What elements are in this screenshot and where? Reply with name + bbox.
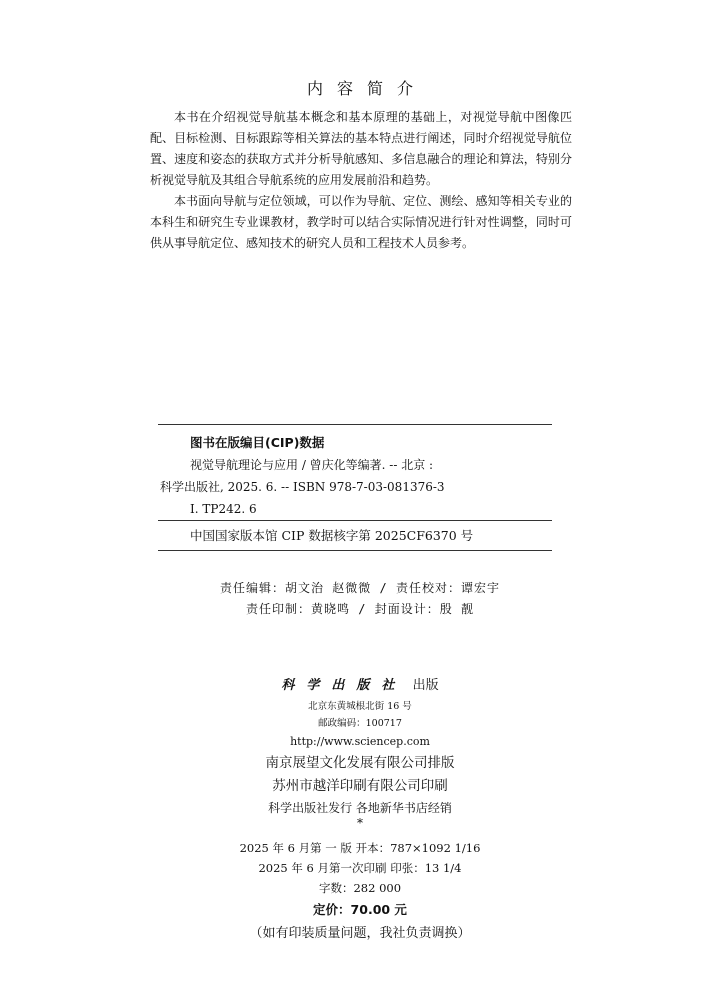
quality-notice: （如有印装质量问题，我社负责调换）	[249, 926, 471, 941]
editorial-credits	[0, 578, 720, 620]
publisher-url: http://www.sciencep.com	[290, 735, 430, 748]
cip-middle-rule	[158, 520, 552, 521]
cip-top-rule	[158, 424, 552, 425]
intro-paragraph-2: 本书面向导航与定位领域，可以作为导航、定位、测绘、感知等相关专业的本科生和研究生专业课教材，教学时可以结合实际情况进行针对性调整，同时可供从事导航定位、感知技术的研究人员和工程技术人员参考。	[150, 194, 572, 250]
distribution-line: 科学出版社发行 各地新华书店经销	[268, 801, 452, 815]
edition-line: 2025 年 6 月第 一 版 开本：787×1092 1/16	[239, 841, 481, 855]
credits-line-1: 责任编辑：胡文治 赵微微 / 责任校对：谭宏宇	[220, 581, 500, 595]
publisher-suffix: 出版	[412, 678, 439, 693]
word-count: 字数：282 000	[318, 881, 402, 895]
impression-line: 2025 年 6 月第一次印刷 印张：13 1/4	[258, 861, 462, 875]
typesetter-line: 南京展望文化发展有限公司排版	[265, 755, 455, 771]
publisher-postcode: 邮政编码：100717	[318, 718, 402, 729]
cip-bottom-rule	[158, 550, 552, 551]
publisher-logo-text: 科学出版社	[281, 678, 407, 693]
intro-title: 内容简介	[306, 79, 427, 98]
publisher-name-line	[0, 674, 720, 698]
cip-title-line: 视觉导航理论与应用 / 曾庆化等编著. -- 北京 :	[190, 458, 434, 472]
publisher-address: 北京东黄城根北街 16 号	[308, 701, 412, 712]
intro-body	[150, 107, 572, 254]
printing-info	[0, 838, 720, 946]
publisher-block	[0, 674, 720, 818]
cip-verify-number: 中国国家版本馆 CIP 数据核字第 2025CF6370 号	[190, 528, 474, 543]
intro-paragraph-1: 本书在介绍视觉导航基本概念和基本原理的基础上，对视觉导航中图像匹配、目标检测、目标跟踪等相关算法的基本特点进行阐述，同时介绍视觉导航位置、速度和姿态的获取方式并分析导航感知、多信息融合的理论和算法，特别分析视觉导航及其组合导航系统的应用发展前沿和趋势。	[150, 110, 572, 187]
price: 定价：70.00 元	[313, 902, 407, 917]
separator-star: *	[357, 816, 363, 830]
cip-data-block	[160, 432, 552, 520]
cip-classification-line: Ⅰ. TP242. 6	[190, 502, 257, 516]
cip-publisher-line: 科学出版社, 2025. 6. -- ISBN 978-7-03-081376-3	[160, 480, 445, 494]
cip-heading: 图书在版编目(CIP)数据	[190, 435, 325, 450]
credits-line-2: 责任印制：黄晓鸣 / 封面设计：殷 靓	[246, 602, 474, 616]
printer-line: 苏州市越洋印刷有限公司印刷	[272, 778, 448, 794]
